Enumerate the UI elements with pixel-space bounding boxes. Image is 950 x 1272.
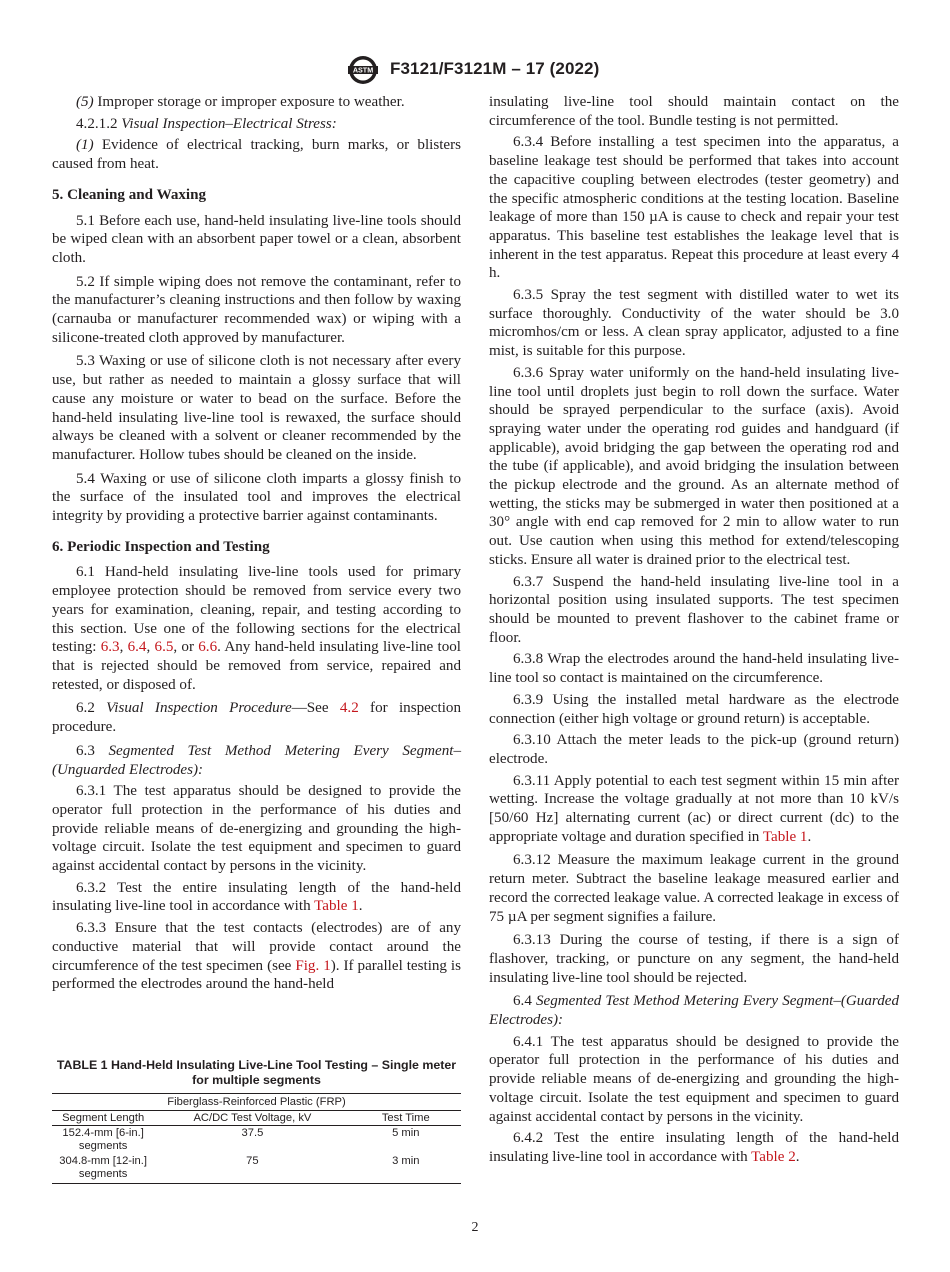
link-6-3[interactable]: 6.3 <box>100 639 120 656</box>
paragraph-6-3-2: 6.3.2 Test the entire insulating length of the hand-held insulating live-line tool in accordance with Table 1. <box>52 879 461 915</box>
link-table-1[interactable]: Table 1 <box>762 828 808 845</box>
link-6-4[interactable]: 6.4 <box>127 639 147 656</box>
svg-text:ASTM: ASTM <box>352 65 374 75</box>
paragraph-6-3-1: 6.3.1 The test apparatus should be designed to provide the operator full protection in the performance of his duties and provide reliable means of de-energizing and grounding the high-voltage circuit. Isolate the test equipment and specimen to guard against accidental contact by persons in the vicinity. <box>52 783 461 875</box>
list-item-5: (5) Improper storage or improper exposure to weather. <box>76 94 405 110</box>
page-number: 2 <box>471 1220 479 1235</box>
subsection-4-2-1-2: 4.2.1.2 Visual Inspection–Electrical Stress: <box>76 115 337 132</box>
paragraph-6-3-7: 6.3.7 Suspend the hand-held insulating live-line tool in a horizontal position using insulated supports. The test specimen should be mounted to prevent flashover to the cabinet frame or floor. <box>489 573 899 646</box>
paragraph-6-3: 6.3 Segmented Test Method Metering Every Segment–(Unguarded Electrodes): <box>52 742 462 778</box>
paragraph-6-3-10: 6.3.10 Attach the meter leads to the pick-up (ground return) electrode. <box>489 732 899 767</box>
standard-designation: F3121/F3121M – 17 (2022) <box>390 59 600 78</box>
table-row <box>52 1126 461 1155</box>
paragraph-6-3-9: 6.3.9 Using the installed metal hardware as the electrode connection (either high voltage or ground return) is acceptable. <box>489 691 899 727</box>
paragraph-6-3-13: 6.3.13 During the course of testing, if there is a sign of flashover, tracking, or puncture on any segment, the hand-held insulating live-line tool should be rejected. <box>489 932 899 986</box>
paragraph-6-3-3-continued: insulating live-line tool should maintain contact on the circumference of the tool. Bundle testing is not permitted. <box>489 94 899 129</box>
link-table-1[interactable]: Table 1 <box>314 898 359 915</box>
paragraph-5-3: 5.3 Waxing or use of silicone cloth is not necessary after every use, but rather as needed to maintain a glossy surface that will cause any moisture or water to bead on the surface. Before the hand-held insulating live-line tool is rewaxed, the surface should always be cleaned with a solvent or cleaner recommended by the manufacturer. Hollow tubes should be cleaned on the inside. <box>52 353 461 463</box>
table-cell: 75 <box>154 1154 350 1184</box>
right-column <box>489 93 899 1170</box>
table-cell: 5 min <box>392 1127 420 1139</box>
table-1-caption: TABLE 1 Hand-Held Insulating Live-Line Tool Testing – Single meter for multiple segments <box>56 1058 457 1087</box>
left-column <box>52 93 461 997</box>
paragraph-6-4-2: 6.4.2 Test the entire insulating length of the hand-held insulating live-line tool in accordance with Table 2. <box>489 1130 899 1165</box>
table-cell: 3 min <box>351 1154 461 1184</box>
table-group-header: Fiberglass-Reinforced Plastic (FRP) <box>52 1094 461 1111</box>
link-6-6[interactable]: 6.6 <box>198 639 218 656</box>
paragraph-6-4-1: 6.4.1 The test apparatus should be designed to provide the operator full protection in the performance of his duties and provide reliable means of de-energizing and grounding the high-voltage circuit. Isolate the test equipment and specimen to guard against accidental contact by persons in the vicinity. <box>489 1033 899 1125</box>
paragraph-6-3-8: 6.3.8 Wrap the electrodes around the hand-held insulating live-line tool so contact is maintained on the circumference. <box>489 651 899 687</box>
link-6-5[interactable]: 6.5 <box>154 639 174 656</box>
link-table-2[interactable]: Table 2 <box>751 1148 796 1165</box>
table-cell: 152.4-mm [6-in.] segments <box>62 1127 144 1152</box>
paragraph-6-1: 6.1 Hand-held insulating live-line tools used for primary employee protection should be removed from service every two years for examination, cleaning, repair, and testing according to this section. Use one of the following sections for the electrical testing: 6.3, 6.4, 6.5, or 6.6. Any hand-held insulating live-line tool that is rejected should be removed from service, repaired and retested, or disposed of. <box>52 564 461 693</box>
table-cell: 304.8-mm [12-in.] segments <box>52 1154 154 1184</box>
paragraph-6-3-12: 6.3.12 Measure the maximum leakage current in the ground return meter. Subtract the baseline leakage measured earlier and record the corrected leakage value. A corrected leakage in excess of 75 µA per segment signifies a failure. <box>489 852 899 925</box>
paragraph-5-2: 5.2 If simple wiping does not remove the contaminant, refer to the manufacturer’s cleaning instructions and then follow by waxing (carnauba or manufacturer recommended wax) or wiping with a silicone-treated cloth approved by manufacturer. <box>52 273 461 346</box>
column-header-test-time: Test Time <box>351 1111 461 1126</box>
table-1-grid <box>52 1093 461 1184</box>
table-row <box>52 1154 461 1184</box>
link-fig-1[interactable]: Fig. 1 <box>295 957 331 974</box>
table-cell: 37.5 <box>241 1127 264 1139</box>
astm-logo <box>345 54 381 86</box>
paragraph-6-3-3: 6.3.3 Ensure that the test contacts (electrodes) are of any conductive material that will provide contact around the circumference of the test specimen (see Fig. 1). If parallel testing is performed the electrodes around the hand-held <box>52 920 462 993</box>
list-item-1: (1) Evidence of electrical tracking, burn marks, or blisters caused from heat. <box>52 137 461 173</box>
column-header-test-voltage: AC/DC Test Voltage, kV <box>154 1111 350 1126</box>
link-4-2[interactable]: 4.2 <box>339 700 359 717</box>
page-header <box>0 54 950 86</box>
table-1 <box>52 1058 461 1184</box>
paragraph-6-2: 6.2 Visual Inspection Procedure—See 4.2 for inspection procedure. <box>52 700 461 736</box>
section-5-heading: 5. Cleaning and Waxing <box>52 186 207 203</box>
paragraph-5-4: 5.4 Waxing or use of silicone cloth imparts a glossy finish to the surface of the insulated tool and improves the electrical integrity by providing a protective barrier against contaminants. <box>52 470 461 525</box>
section-6-heading: 6. Periodic Inspection and Testing <box>52 538 270 555</box>
paragraph-6-4: 6.4 Segmented Test Method Metering Every Segment–(Guarded Electrodes): <box>489 993 899 1029</box>
column-header-segment-length: Segment Length <box>52 1111 154 1126</box>
paragraph-6-3-6: 6.3.6 Spray water uniformly on the hand-held insulating live-line tool until droplets just begin to roll down the surface. Water should be sprayed perpendicular to the surface (axis). Avoid spraying water under the operating rod guides and handguard (if applicable), avoid bridging the gap between the operating rod and the tube (if applicable), and avoid bridging the insulation between the pickup electrode and the ground. As an alternate method of wetting, the sticks may be submerged in water then positioned at a 30° angle with end cap removed for 2 min to allow water to run out. Use caution when using this method for extend/telescoping sticks. Ensure all water is drained prior to the electrical test. <box>489 364 899 568</box>
paragraph-6-3-11: 6.3.11 Apply potential to each test segment within 15 min after wetting. Increase the voltage gradually at not more than 10 kV/s [50/60 Hz] alternating current (ac) or direct current (dc) to the appropriate voltage and duration specified in Table 1. <box>489 772 899 845</box>
paragraph-6-3-4: 6.3.4 Before installing a test specimen into the apparatus, a baseline leakage test should be performed that takes into account the capacitive coupling between electrodes (tester geometry) and the specific atmospheric conditions at the testing location. Baseline leakage of more than 150 µA is cause to check and repair your test apparatus. This baseline test establishes the leakage level that is inherent in the test apparatus. Repeat this procedure at least every 4 h. <box>489 134 899 282</box>
paragraph-6-3-5: 6.3.5 Spray the test segment with distilled water to wet its surface thoroughly. Conductivity of the water should be 3.0 micromhos/cm or less. A clean spray applicator, adjusted to a fine mist, is suitable for this purpose. <box>489 287 899 360</box>
paragraph-5-1: 5.1 Before each use, hand-held insulating live-line tools should be wiped clean with an absorbent paper towel or a clean, absorbent cloth. <box>52 212 461 266</box>
